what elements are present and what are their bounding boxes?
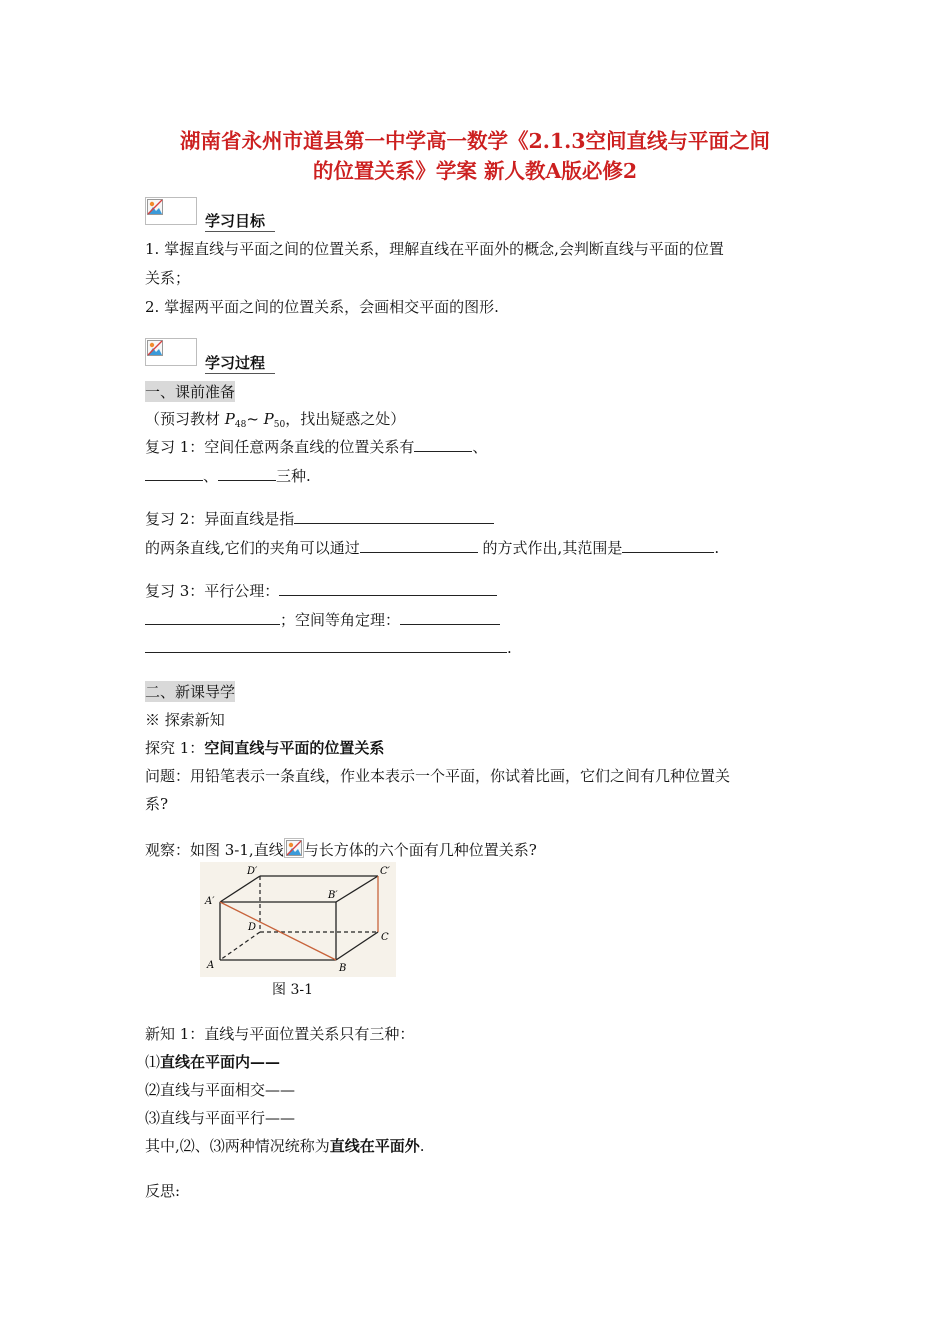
- summary-line: [145, 1135, 425, 1156]
- question-line1: 问题：用铅笔表示一条直线，作业本表示一个平面，你试着比画，它们之间有几种位置关: [145, 767, 731, 785]
- review-3-text: 复习 3：平行公理：: [145, 582, 280, 600]
- reflect-label: 反思:: [145, 1182, 181, 1200]
- preview-suffix: ，找出疑惑之处）: [285, 410, 406, 428]
- figure-3-1: [200, 862, 396, 977]
- explore-1-prefix: 探究 1：: [145, 739, 205, 757]
- review-1-line1: [145, 436, 487, 457]
- label-d-prime: D′: [247, 866, 258, 877]
- goal-item-1-line2: 关系；: [145, 269, 191, 287]
- review-3-line2: [145, 609, 500, 630]
- preview-tilde: ~: [246, 410, 264, 428]
- review-1-sep: 、: [472, 438, 488, 456]
- summary-term: 直线在平面外: [329, 1137, 420, 1155]
- new-knowledge-1: 新知 1：直线与平面位置关系只有三种：: [145, 1025, 415, 1043]
- preview-prefix: （预习教材: [145, 410, 225, 428]
- blank-field[interactable]: [360, 538, 478, 553]
- review-2-end: .: [714, 539, 720, 557]
- case-2: ⑵直线与平面相交——: [145, 1081, 296, 1099]
- review-2-line2: [145, 537, 719, 558]
- review-1-text: 复习 1：空间任意两条直线的位置关系有: [145, 438, 415, 456]
- observe-text-b: 与长方体的六个面有几种位置关系?: [303, 841, 537, 859]
- review-2-text-c: 的方式作出,其范围是: [477, 539, 623, 557]
- document-title-line2: 的位置关系》学案 新人教A版必修2: [312, 159, 638, 183]
- blank-field[interactable]: [294, 509, 494, 524]
- blank-field[interactable]: [622, 538, 714, 553]
- broken-image-icon: [284, 838, 304, 858]
- label-a-prime: A′: [205, 896, 215, 907]
- summary-end: .: [419, 1137, 425, 1155]
- preview-to: 50: [273, 420, 286, 430]
- preview-p: P: [224, 410, 235, 428]
- review-3-text-b: ；空间等角定理：: [280, 611, 401, 629]
- review-3-end: .: [507, 639, 512, 657]
- blank-field[interactable]: [414, 437, 472, 452]
- section-process-label: 学习过程: [205, 352, 275, 374]
- label-c-prime: C′: [380, 866, 390, 877]
- document-title-line1: 湖南省永州市道县第一中学高一数学《2.1.3空间直线与平面之间: [179, 129, 771, 153]
- blank-field[interactable]: [145, 610, 280, 625]
- preview-p2: P: [263, 410, 274, 428]
- explore-1-line: [145, 737, 384, 758]
- explore-1-title: 空间直线与平面的位置关系: [204, 739, 385, 757]
- observe-text-a: 观察：如图 3-1,直线: [145, 841, 284, 859]
- review-3-line1: [145, 580, 497, 601]
- review-2-text: 复习 2：异面直线是指: [145, 510, 295, 528]
- broken-image-icon: [145, 197, 197, 225]
- summary-text: 其中,⑵、⑶两种情况统称为: [145, 1137, 330, 1155]
- blank-field[interactable]: [400, 610, 500, 625]
- case-1-num: ⑴: [145, 1053, 161, 1071]
- review-3-line3: [145, 638, 512, 657]
- preview-from: 48: [234, 420, 247, 430]
- blank-field[interactable]: [279, 581, 497, 596]
- label-c: C: [381, 932, 389, 943]
- label-b: B: [339, 963, 347, 974]
- label-a: A: [207, 960, 215, 971]
- review-1-line2: [145, 465, 311, 486]
- blank-field[interactable]: [145, 466, 203, 481]
- review-2-text-b: 的两条直线,它们的夹角可以通过: [145, 539, 360, 557]
- newlesson-heading: 二、新课导学: [145, 683, 236, 701]
- preview-line: [145, 408, 405, 430]
- cuboid-diagram: [200, 862, 396, 977]
- review-2-line1: [145, 508, 494, 529]
- case-1-text: 直线在平面内——: [160, 1053, 281, 1071]
- section-goals-label: 学习目标: [205, 210, 275, 232]
- blank-field[interactable]: [218, 466, 276, 481]
- case-3: ⑶直线与平面平行——: [145, 1109, 296, 1127]
- blank-field[interactable]: [145, 638, 507, 653]
- goal-item-2: 2. 掌握两平面之间的位置关系，会画相交平面的图形.: [145, 298, 499, 316]
- figure-caption: 图 3-1: [272, 982, 313, 998]
- goal-item-1-line1: 1. 掌握直线与平面之间的位置关系，理解直线在平面外的概念,会判断直线与平面的位置: [145, 240, 724, 258]
- explore-heading: ※ 探索新知: [145, 711, 225, 729]
- prep-heading: 一、课前准备: [145, 383, 236, 401]
- broken-image-icon: [145, 338, 197, 366]
- label-d: D: [248, 922, 257, 933]
- question-line2: 系?: [145, 795, 169, 813]
- review-1-sep2: 、: [203, 467, 219, 485]
- review-1-end: 三种.: [276, 467, 311, 485]
- observe-line: [145, 838, 537, 860]
- case-1: [145, 1051, 280, 1072]
- label-b-prime: B′: [328, 890, 338, 901]
